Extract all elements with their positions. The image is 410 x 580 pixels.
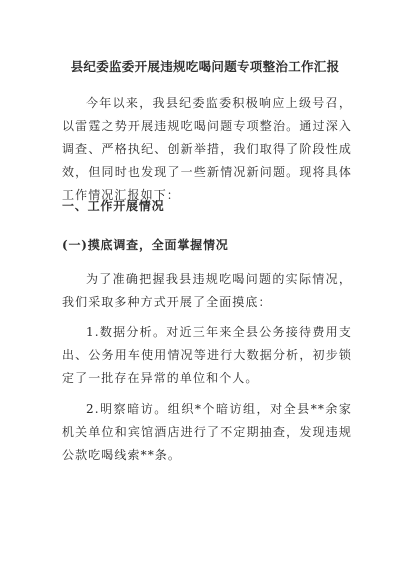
intro-paragraph: 今年以来，我县纪委监委积极响应上级号召，以雷霆之势开展违规吃喝问题专项整治。通过深入调查、严格执纪、创新举措，我们取得了阶段性成效，但同时也发现了一些新情况新问题。现将具体工作情况汇报如下： [62,96,352,202]
section-heading: 一、工作开展情况 [62,199,165,213]
document-title: 县纪委监委开展违规吃喝问题专项整治工作汇报 [70,59,340,74]
subsection-heading: (一)摸底调查，全面掌握情况 [62,238,229,252]
survey-paragraph: 为了准确把握我县违规吃喝问题的实际情况，我们采取多种方式开展了全面摸底： [62,272,352,309]
list-item-data-analysis: 1.数据分析。对近三年来全县公务接待费用支出、公务用车使用情况等进行大数据分析，初步锁定了一批存在异常的单位和个人。 [62,325,352,385]
list-item-inspection: 2.明察暗访。组织*个暗访组，对全县**余家机关单位和宾馆酒店进行了不定期抽查，发现违规公款吃喝线索**条。 [62,402,352,462]
